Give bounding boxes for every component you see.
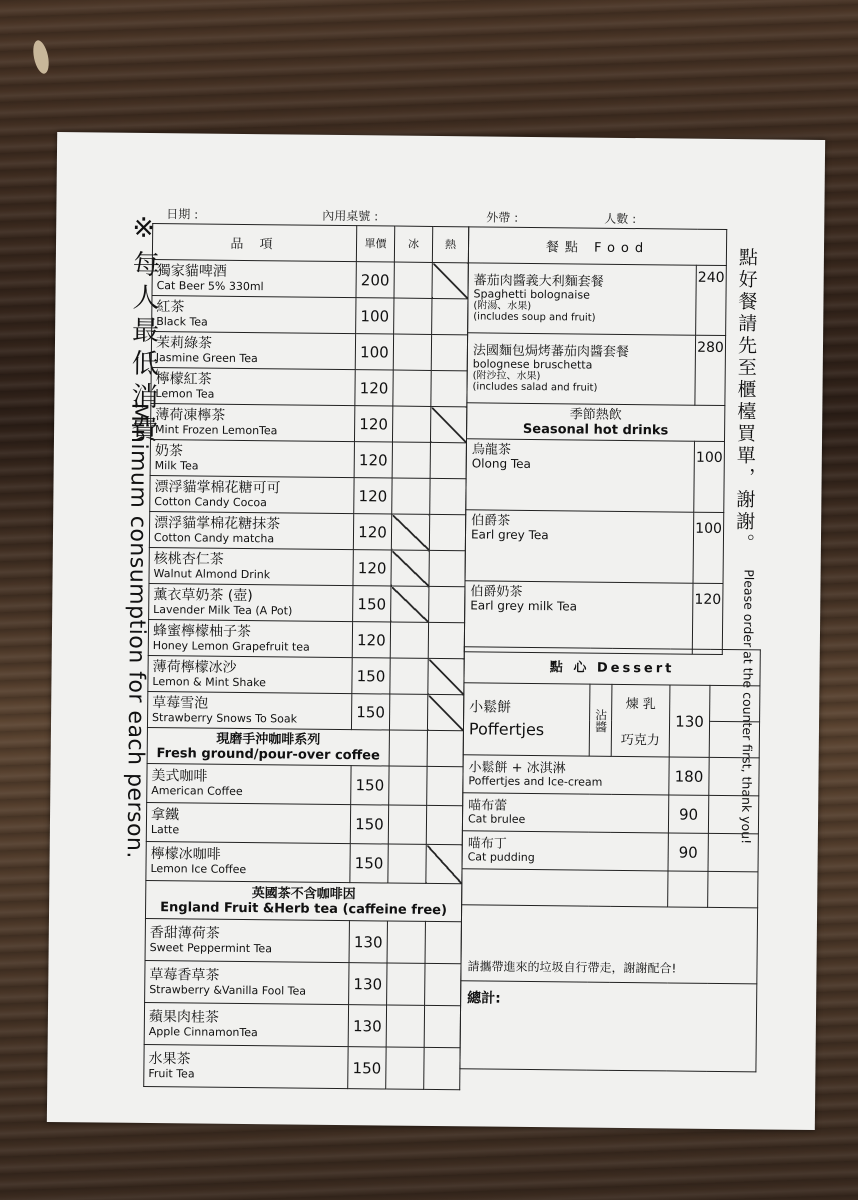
minimum-consumption-en: Minimum consumption for each person. [121, 402, 152, 860]
drink-item [149, 547, 353, 585]
food-item [467, 333, 696, 405]
drink-price: 120 [354, 478, 392, 514]
tea-name-en: Fruit Tea [148, 1066, 195, 1080]
drink-ice-qty[interactable] [392, 442, 430, 478]
tea-ice-qty[interactable] [387, 963, 425, 1005]
minimum-consumption-cn: ※每人最低消費 [125, 212, 160, 449]
drink-item [148, 619, 352, 657]
drink-name-cn: 薰衣草奶茶 (壺) [153, 586, 253, 604]
dessert-item [462, 831, 668, 871]
food-note-cn: (附沙拉、水果) [472, 369, 541, 382]
tea-price: 130 [348, 1005, 386, 1047]
drink-item [148, 655, 352, 693]
tea-price: 130 [349, 921, 387, 963]
tea-name-en: Strawberry &Vanilla Fool Tea [149, 982, 307, 998]
drink-hot-qty[interactable] [429, 550, 465, 586]
hot-drink-price: 120 [692, 583, 723, 654]
drink-name-en: Milk Tea [154, 458, 199, 473]
drink-hot-qty[interactable] [432, 298, 468, 334]
drink-name-cn: 奶茶 [154, 442, 183, 459]
drink-price: 150 [351, 694, 389, 730]
drink-name-en: Cotton Candy Cocoa [154, 494, 267, 509]
food-name-en: bolognese bruschetta [472, 356, 593, 372]
coffee-header-blank [389, 730, 427, 766]
food-note-en: (includes salad and fruit) [472, 380, 598, 394]
food-price: 280 [695, 335, 726, 405]
drink-item [152, 296, 356, 334]
dessert-name-en: Poffertjes and Ice-cream [468, 773, 603, 789]
drink-ice-qty [391, 550, 429, 586]
coffee-section-header [147, 727, 389, 766]
drink-hot-qty[interactable] [429, 514, 465, 550]
drink-name-en: Black Tea [156, 314, 208, 329]
food-table [464, 226, 727, 655]
dessert-name-cn: 喵布蕾 [468, 797, 508, 814]
coffee-hot-qty[interactable] [426, 805, 462, 844]
food-price: 240 [696, 265, 727, 335]
coffee-name-cn: 美式咖啡 [151, 768, 208, 785]
food-column-header: 餐點 Food [468, 227, 726, 266]
drink-item [147, 691, 351, 729]
coffee-price: 150 [351, 766, 389, 805]
drink-hot-qty [430, 406, 466, 442]
drink-price: 120 [355, 370, 393, 406]
coffee-hot-qty [426, 844, 462, 883]
drink-price: 150 [353, 586, 391, 622]
hot-drink-name-en: Olong Tea [471, 456, 532, 471]
blank-cell [668, 871, 708, 907]
tea-hot-qty[interactable] [424, 1047, 460, 1089]
coffee-ice-qty[interactable] [388, 805, 426, 844]
coffee-ice-qty[interactable] [389, 766, 427, 805]
poffertjes-qty-cell-2[interactable] [709, 721, 759, 758]
tea-ice-qty[interactable] [386, 1005, 424, 1047]
chocolate-option[interactable]: 巧克力 [611, 720, 669, 757]
drink-hot-qty[interactable] [430, 478, 466, 514]
drink-hot-qty[interactable] [430, 442, 466, 478]
drink-ice-qty[interactable] [392, 406, 430, 442]
hot-drink-item [465, 510, 694, 583]
drink-hot-qty [427, 694, 463, 730]
dessert-price: 90 [668, 795, 708, 833]
drink-name-en: Lavender Milk Tea (A Pot) [153, 602, 293, 617]
drink-name-cn: 獨家貓啤酒 [156, 262, 227, 280]
drink-name-cn: 蜂蜜檸檬柚子茶 [152, 622, 252, 640]
drink-name-en: Cat Beer 5% 330ml [156, 278, 264, 293]
drink-item [151, 368, 355, 406]
coffee-name-en: Latte [150, 823, 180, 837]
hot-drink-name-en: Earl grey milk Tea [470, 598, 578, 614]
tea-name-en: Apple CinnamonTea [148, 1024, 258, 1039]
tea-name-cn: 香甜薄荷茶 [149, 924, 220, 942]
drink-price: 100 [356, 298, 394, 334]
drink-hot-qty[interactable] [428, 622, 464, 658]
hot-drinks-section-en: Seasonal hot drinks [522, 421, 669, 438]
drink-price: 120 [353, 514, 391, 550]
coffee-price: 150 [350, 844, 388, 883]
hot-drink-name-cn: 伯爵奶茶 [470, 584, 523, 600]
drink-ice-qty[interactable] [389, 694, 427, 730]
hot-drinks-section-header [467, 403, 725, 442]
dessert-table [459, 646, 760, 1072]
coffee-name-en: Lemon Ice Coffee [150, 862, 247, 877]
tea-hot-qty[interactable] [425, 921, 461, 963]
drink-name-en: Lemon Tea [155, 386, 215, 401]
drink-price: 100 [355, 334, 393, 370]
drink-hot-qty [432, 262, 468, 298]
drink-name-cn: 薄荷凍檸茶 [155, 406, 226, 424]
food-item [468, 263, 697, 335]
coffee-ice-qty[interactable] [388, 844, 426, 883]
poffertjes-price: 130 [669, 685, 710, 757]
tea-ice-qty[interactable] [387, 921, 425, 963]
drink-ice-qty [391, 586, 429, 622]
hot-column-header: 熱 [432, 226, 468, 262]
coffee-item [147, 763, 351, 804]
drink-ice-qty[interactable] [393, 370, 431, 406]
drinks-table [143, 223, 469, 1090]
drink-name-cn: 薄荷檸檬冰沙 [152, 658, 237, 676]
order-at-counter-cn: 點好餐請先至櫃檯買單，謝謝。 [732, 247, 759, 556]
poffertjes-item [463, 683, 590, 756]
hot-drink-name-cn: 烏龍茶 [471, 442, 511, 458]
coffee-name-en: American Coffee [151, 784, 243, 798]
drink-hot-qty[interactable] [429, 586, 465, 622]
drink-price: 150 [352, 658, 390, 694]
ice-column-header: 冰 [394, 226, 432, 262]
dessert-item [463, 755, 669, 795]
drink-name-cn: 檸檬紅茶 [155, 370, 212, 388]
food-name-cn: 蕃茄肉醬義大利麵套餐 [473, 272, 604, 290]
tea-name-cn: 草莓香草茶 [149, 966, 220, 984]
drink-hot-qty[interactable] [431, 334, 467, 370]
drink-name-cn: 漂浮貓掌棉花糖抹茶 [154, 514, 281, 532]
dessert-name-en: Cat brulee [467, 811, 526, 826]
drink-name-cn: 核桃杏仁茶 [153, 550, 224, 568]
food-name-en: Spaghetti bolognaise [473, 286, 590, 302]
drink-item [150, 404, 354, 442]
drink-ice-qty[interactable] [390, 658, 428, 694]
poffertjes-qty-cell[interactable] [710, 685, 760, 722]
tea-item [145, 960, 349, 1004]
drink-ice-qty[interactable] [394, 262, 432, 298]
coffee-header-blank [427, 730, 463, 766]
dessert-name-cn: 喵布丁 [467, 835, 507, 852]
coffee-price: 150 [350, 805, 388, 844]
food-note-en: (includes soup and fruit) [473, 310, 596, 324]
drink-name-cn: 漂浮貓掌棉花糖可可 [154, 478, 281, 496]
tea-ice-qty[interactable] [386, 1047, 424, 1089]
drink-name-en: Strawberry Snows To Soak [152, 710, 298, 726]
tea-name-cn: 水果茶 [148, 1050, 191, 1067]
coffee-item [146, 802, 350, 843]
hot-drink-name-cn: 伯爵茶 [471, 513, 511, 529]
drink-ice-qty[interactable] [392, 478, 430, 514]
coffee-section-en: Fresh ground/pour-over coffee [156, 745, 380, 763]
drink-name-en: Jasmine Green Tea [155, 350, 258, 365]
tea-section-en: England Fruit &Herb tea (caffeine free) [160, 899, 448, 918]
drink-item [150, 439, 354, 477]
order-at-counter-en: Please order at the counter first, thank you! [738, 569, 757, 845]
drink-name-en: Walnut Almond Drink [153, 566, 271, 581]
drink-name-en: Honey Lemon Grapefruit tea [152, 638, 310, 654]
drink-name-en: Mint Frozen LemonTea [155, 422, 278, 437]
total-field[interactable]: 總計: [460, 981, 757, 1072]
tea-name-cn: 蘋果肉桂茶 [148, 1008, 220, 1026]
drink-ice-qty[interactable] [394, 298, 432, 334]
hot-drink-price: 100 [694, 441, 725, 512]
coffee-item [146, 841, 350, 882]
coffee-name-cn: 拿鐵 [150, 807, 180, 824]
hot-drinks-section-cn: 季節熱飲 [569, 406, 622, 423]
drink-item [150, 475, 354, 513]
drink-name-cn: 茉莉綠茶 [155, 334, 213, 352]
tea-item [144, 1002, 348, 1046]
drink-name-en: Lemon & Mint Shake [152, 674, 266, 689]
dessert-price: 90 [668, 833, 708, 871]
tea-hot-qty[interactable] [424, 1005, 460, 1047]
tea-section-cn: 英國茶不含咖啡因 [251, 885, 356, 902]
blank-cell [708, 871, 758, 908]
drink-price: 120 [354, 442, 392, 478]
price-column-header: 單價 [356, 226, 394, 262]
poffertjes-cn: 小鬆餅 [469, 698, 512, 716]
tea-item [144, 1044, 348, 1088]
table-number-label: 內用桌號 : [322, 208, 379, 224]
drink-price: 120 [354, 406, 392, 442]
drink-name-en: Cotton Candy matcha [153, 530, 275, 545]
item-column-header: 品 項 [152, 224, 356, 262]
drink-price: 200 [356, 262, 394, 298]
drink-ice-qty[interactable] [390, 622, 428, 658]
drink-name-cn: 紅茶 [156, 298, 185, 315]
dessert-item [462, 793, 668, 833]
drink-ice-qty[interactable] [393, 334, 431, 370]
tea-name-en: Sweet Peppermint Tea [149, 940, 273, 955]
coffee-section-cn: 現磨手沖咖啡系列 [216, 731, 321, 748]
hot-drink-item [464, 581, 693, 654]
dessert-name-cn: 小鬆餅 + 冰淇淋 [468, 759, 566, 776]
food-name-cn: 法國麵包焗烤蕃茄肉醬套餐 [472, 342, 630, 360]
dessert-price: 180 [669, 757, 709, 795]
tea-section-header [145, 880, 461, 921]
dessert-column-header: 點 心 Dessert [464, 647, 760, 686]
hot-drink-item [466, 439, 695, 512]
drink-item [152, 260, 356, 298]
tea-item [145, 918, 349, 962]
drink-price: 120 [353, 550, 391, 586]
drink-hot-qty[interactable] [431, 370, 467, 406]
dessert-name-en: Cat pudding [467, 849, 535, 864]
takeout-label: 外帶 : [486, 210, 519, 225]
tea-price: 130 [349, 963, 387, 1005]
coffee-hot-qty[interactable] [427, 766, 463, 805]
sauce-label: 沾醬 [589, 684, 612, 756]
drink-item [149, 583, 353, 621]
hot-drink-price: 100 [693, 512, 724, 583]
trash-note: 請攜帶進來的垃圾自行帶走，謝謝配合! [461, 905, 758, 984]
tea-hot-qty[interactable] [425, 963, 461, 1005]
drink-price: 120 [352, 622, 390, 658]
menu-order-sheet [47, 132, 825, 1130]
poffertjes-en: Poffertjes [468, 718, 545, 739]
drink-item [149, 511, 353, 549]
drink-name-cn: 草莓雪泡 [152, 694, 209, 712]
hot-drink-name-en: Earl grey Tea [470, 527, 549, 543]
food-note-cn: (附湯、水果) [473, 299, 532, 312]
coffee-name-cn: 檸檬冰咖啡 [150, 846, 221, 863]
condensed-milk-option[interactable]: 煉 乳 [612, 684, 670, 721]
drink-item [151, 332, 355, 370]
dessert-qty-cell[interactable] [709, 757, 759, 796]
drink-ice-qty [391, 514, 429, 550]
people-count-label: 人數 : [604, 211, 637, 227]
date-label: 日期 : [166, 207, 199, 222]
dessert-qty-cell[interactable] [708, 833, 758, 872]
dessert-qty-cell[interactable] [708, 795, 758, 834]
tea-price: 150 [348, 1047, 386, 1089]
wood-knot [31, 39, 52, 75]
blank-row [462, 869, 668, 907]
drink-hot-qty [428, 658, 464, 694]
